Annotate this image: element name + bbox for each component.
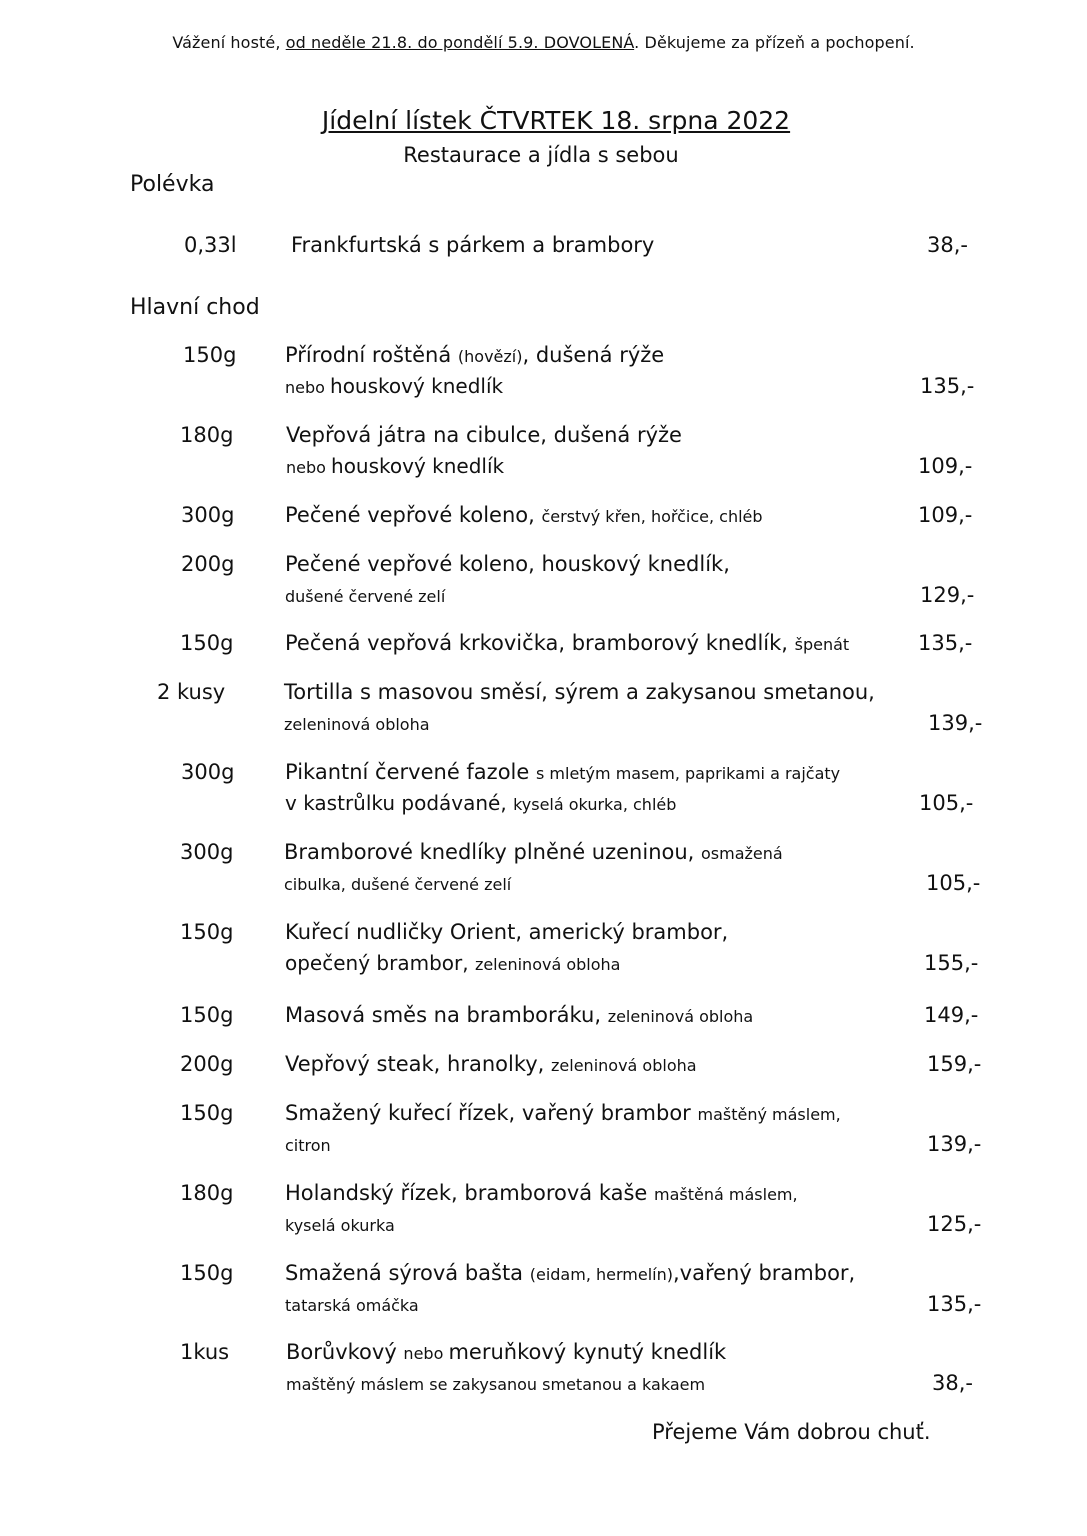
- item-description: [284, 680, 875, 704]
- dish-text: Masová směs na bramboráku,: [285, 1003, 608, 1027]
- dish-text: špenát: [794, 635, 850, 654]
- dish-text: s mletým masem, paprikami a rajčaty: [535, 764, 841, 783]
- dish-text: maštěná máslem,: [654, 1185, 798, 1204]
- dish-text: dušené červené zelí: [285, 587, 446, 606]
- item-price: 109,-: [918, 503, 973, 527]
- item-price: 139,-: [928, 711, 983, 735]
- dish-text: zeleninová obloha: [551, 1056, 697, 1075]
- dish-text: Frankfurtská s párkem a brambory: [291, 233, 655, 257]
- dish-text: Pečené vepřové koleno, houskový knedlík,: [285, 552, 730, 576]
- item-description-continued: [285, 583, 445, 607]
- dish-text: houskový knedlík: [330, 374, 504, 398]
- dish-text: Smažený kuřecí řízek, vařený brambor: [285, 1101, 698, 1125]
- item-quantity: 300g: [181, 760, 235, 784]
- dish-text: Vepřový steak, hranolky,: [285, 1052, 552, 1076]
- item-price: 125,-: [927, 1212, 982, 1236]
- item-price: 149,-: [924, 1003, 979, 1027]
- item-description: [285, 1101, 841, 1125]
- item-description-continued: [285, 791, 676, 815]
- dish-text: Pečené vepřové koleno,: [285, 503, 542, 527]
- notice-pre: Vážení hosté,: [172, 33, 286, 52]
- item-quantity: 150g: [180, 1003, 234, 1027]
- section-soup: Polévka: [130, 172, 215, 197]
- dish-text: Pikantní červené fazole: [285, 760, 536, 784]
- dish-text: houskový knedlík: [331, 454, 505, 478]
- item-description: [291, 233, 654, 257]
- item-description-continued: [285, 951, 620, 975]
- dish-text: Smažená sýrová bašta: [285, 1261, 530, 1285]
- dish-text: zeleninová obloha: [474, 955, 621, 974]
- item-description-continued: [285, 374, 503, 398]
- dish-text: maštěný máslem se zakysanou smetanou a kakaem: [286, 1375, 706, 1394]
- dish-text: nebo: [285, 378, 331, 397]
- dish-text: zeleninová obloha: [284, 715, 430, 734]
- item-description-continued: [285, 1132, 331, 1156]
- item-description: [284, 840, 783, 864]
- dish-text: (eidam, hermelín): [529, 1265, 673, 1284]
- item-description: [285, 1181, 798, 1205]
- item-price: 155,-: [924, 951, 979, 975]
- menu-subtitle: Restaurace a jídla s sebou: [403, 143, 679, 167]
- item-quantity: 200g: [180, 1052, 234, 1076]
- item-price: 135,-: [918, 631, 973, 655]
- item-quantity: 300g: [181, 503, 235, 527]
- dish-text: (hovězí): [457, 347, 523, 366]
- item-description: [285, 1052, 697, 1076]
- dish-text: zeleninová obloha: [607, 1007, 754, 1026]
- item-description: [285, 1261, 855, 1285]
- dish-text: citron: [285, 1136, 331, 1155]
- item-description-continued: [284, 711, 430, 735]
- dish-text: kyselá okurka, chléb: [513, 795, 677, 814]
- dish-text: Borůvkový: [286, 1340, 404, 1364]
- dish-text: Pečená vepřová krkovička, bramborový knedlík,: [285, 631, 795, 655]
- item-description: [285, 760, 840, 784]
- item-description-continued: [285, 1292, 419, 1316]
- item-quantity: 180g: [180, 1181, 234, 1205]
- item-quantity: 200g: [181, 552, 235, 576]
- menu-title: Jídelní lístek ČTVRTEK 18. srpna 2022: [321, 106, 791, 135]
- dish-text: tatarská omáčka: [285, 1296, 419, 1315]
- item-price: 135,-: [927, 1292, 982, 1316]
- item-description-continued: [284, 871, 511, 895]
- dish-text: ,vařený brambor,: [672, 1261, 856, 1285]
- item-quantity: 180g: [180, 423, 234, 447]
- item-description: [285, 503, 763, 527]
- dish-text: maštěný máslem,: [697, 1105, 841, 1124]
- item-description: [285, 343, 664, 367]
- item-price: 129,-: [920, 583, 975, 607]
- item-quantity: 150g: [180, 920, 234, 944]
- item-price: 159,-: [927, 1052, 982, 1076]
- item-quantity: 2 kusy: [157, 680, 226, 704]
- dish-text: cibulka, dušené červené zelí: [284, 875, 512, 894]
- dish-text: nebo: [286, 458, 332, 477]
- dish-text: nebo: [403, 1344, 449, 1363]
- item-quantity: 150g: [180, 1101, 234, 1125]
- item-description-continued: [285, 1212, 395, 1236]
- dish-text: Bramborové knedlíky plněné uzeninou,: [284, 840, 702, 864]
- item-quantity: 300g: [180, 840, 234, 864]
- item-quantity: 1kus: [180, 1340, 230, 1364]
- notice-dates: od neděle 21.8. do pondělí 5.9. DOVOLENÁ: [285, 33, 635, 52]
- item-price: 105,-: [926, 871, 981, 895]
- dish-text: Přírodní roštěná: [285, 343, 458, 367]
- item-price: 135,-: [920, 374, 975, 398]
- dish-text: Kuřecí nudličky Orient, americký brambor,: [285, 920, 729, 944]
- item-quantity: 150g: [180, 631, 234, 655]
- item-quantity: 0,33l: [184, 233, 237, 257]
- dish-text: v kastrůlku podávané,: [285, 791, 514, 815]
- item-description: [285, 1003, 753, 1027]
- item-price: 105,-: [919, 791, 974, 815]
- item-price: 109,-: [918, 454, 973, 478]
- notice-post: . Děkujeme za přízeň a pochopení.: [634, 33, 915, 52]
- item-price: 38,-: [932, 1371, 973, 1395]
- item-description-continued: [286, 454, 504, 478]
- item-description-continued: [286, 1371, 705, 1395]
- item-price: 38,-: [927, 233, 968, 257]
- item-description: [286, 1340, 726, 1364]
- item-description: [285, 920, 728, 944]
- item-quantity: 150g: [183, 343, 237, 367]
- closing-wish: Přejeme Vám dobrou chuť.: [652, 1420, 931, 1444]
- item-description: [285, 552, 730, 576]
- dish-text: meruňkový kynutý knedlík: [448, 1340, 727, 1364]
- dish-text: opečený brambor,: [285, 951, 475, 975]
- dish-text: čerstvý křen, hořčice, chléb: [541, 507, 763, 526]
- dish-text: Vepřová játra na cibulce, dušená rýže: [286, 423, 682, 447]
- item-quantity: 150g: [180, 1261, 234, 1285]
- dish-text: osmažená: [701, 844, 783, 863]
- item-price: 139,-: [927, 1132, 982, 1156]
- item-description: [286, 423, 682, 447]
- dish-text: Holandský řízek, bramborová kaše: [285, 1181, 655, 1205]
- dish-text: kyselá okurka: [285, 1216, 395, 1235]
- item-description: [285, 631, 849, 655]
- dish-text: Tortilla s masovou směsí, sýrem a zakysanou smetanou,: [284, 680, 875, 704]
- dish-text: , dušená rýže: [522, 343, 665, 367]
- vacation-notice: [0, 33, 1087, 52]
- section-main: Hlavní chod: [130, 295, 260, 320]
